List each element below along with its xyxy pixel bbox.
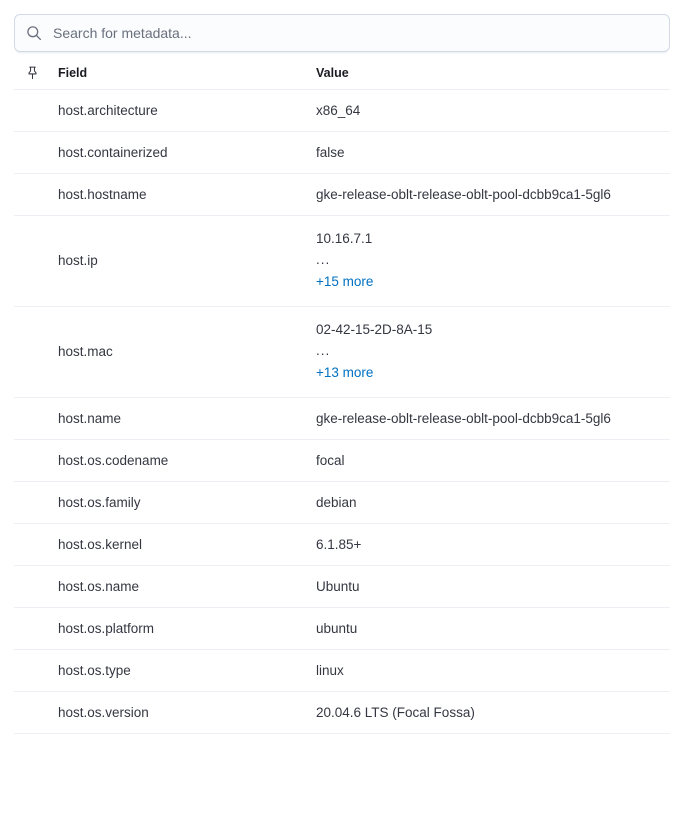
row-value: gke-release-oblt-release-oblt-pool-dcbb9ca1-5gl6 bbox=[316, 174, 670, 216]
show-more-link[interactable]: +13 more bbox=[316, 364, 374, 380]
table-row[interactable] bbox=[14, 397, 670, 439]
row-pin-cell[interactable] bbox=[14, 90, 58, 132]
pin-icon bbox=[14, 66, 58, 80]
row-field: host.os.kernel bbox=[58, 523, 316, 565]
row-pin-cell[interactable] bbox=[14, 397, 58, 439]
table-row[interactable] bbox=[14, 90, 670, 132]
table-row[interactable] bbox=[14, 523, 670, 565]
row-value: gke-release-oblt-release-oblt-pool-dcbb9ca1-5gl6 bbox=[316, 397, 670, 439]
metadata-table bbox=[14, 66, 670, 734]
row-value-ellipsis: ... bbox=[316, 342, 331, 358]
row-value-multi bbox=[316, 216, 670, 307]
row-field: host.os.name bbox=[58, 565, 316, 607]
row-value: 02-42-15-2D-8A-15 bbox=[316, 321, 433, 337]
row-pin-cell[interactable] bbox=[14, 132, 58, 174]
table-row[interactable] bbox=[14, 565, 670, 607]
row-field: host.hostname bbox=[58, 174, 316, 216]
row-value: ubuntu bbox=[316, 607, 670, 649]
row-field: host.architecture bbox=[58, 90, 316, 132]
table-row[interactable] bbox=[14, 439, 670, 481]
row-pin-cell[interactable] bbox=[14, 481, 58, 523]
row-value: 20.04.6 LTS (Focal Fossa) bbox=[316, 691, 670, 733]
table-header bbox=[14, 66, 670, 90]
row-pin-cell[interactable] bbox=[14, 649, 58, 691]
row-pin-cell[interactable] bbox=[14, 523, 58, 565]
row-pin-cell[interactable] bbox=[14, 216, 58, 307]
table-row[interactable] bbox=[14, 481, 670, 523]
row-field: host.ip bbox=[58, 216, 316, 307]
table-row[interactable] bbox=[14, 132, 670, 174]
row-pin-cell[interactable] bbox=[14, 565, 58, 607]
field-column-header: Field bbox=[58, 66, 316, 90]
show-more-link[interactable]: +15 more bbox=[316, 273, 374, 289]
row-pin-cell[interactable] bbox=[14, 607, 58, 649]
row-value: focal bbox=[316, 439, 670, 481]
row-value: debian bbox=[316, 481, 670, 523]
row-pin-cell[interactable] bbox=[14, 306, 58, 397]
table-row[interactable] bbox=[14, 691, 670, 733]
row-field: host.os.platform bbox=[58, 607, 316, 649]
row-field: host.os.codename bbox=[58, 439, 316, 481]
row-field: host.name bbox=[58, 397, 316, 439]
table-header-row bbox=[14, 66, 670, 90]
row-pin-cell[interactable] bbox=[14, 174, 58, 216]
row-field: host.containerized bbox=[58, 132, 316, 174]
row-value-multi bbox=[316, 306, 670, 397]
row-value: Ubuntu bbox=[316, 565, 670, 607]
row-pin-cell[interactable] bbox=[14, 691, 58, 733]
pin-column-header bbox=[14, 66, 58, 90]
table-row[interactable] bbox=[14, 174, 670, 216]
row-value-ellipsis: ... bbox=[316, 251, 331, 267]
table-row[interactable] bbox=[14, 306, 670, 397]
row-value: x86_64 bbox=[316, 90, 670, 132]
row-value: 6.1.85+ bbox=[316, 523, 670, 565]
row-value: false bbox=[316, 132, 670, 174]
row-field: host.mac bbox=[58, 306, 316, 397]
search-field-wrapper bbox=[14, 14, 670, 52]
table-row[interactable] bbox=[14, 216, 670, 307]
row-field: host.os.family bbox=[58, 481, 316, 523]
row-pin-cell[interactable] bbox=[14, 439, 58, 481]
table-row[interactable] bbox=[14, 649, 670, 691]
table-body bbox=[14, 90, 670, 734]
row-value: linux bbox=[316, 649, 670, 691]
search-input[interactable] bbox=[14, 14, 670, 52]
row-value: 10.16.7.1 bbox=[316, 231, 373, 246]
table-row[interactable] bbox=[14, 607, 670, 649]
row-field: host.os.type bbox=[58, 649, 316, 691]
row-field: host.os.version bbox=[58, 691, 316, 733]
value-column-header: Value bbox=[316, 66, 670, 90]
